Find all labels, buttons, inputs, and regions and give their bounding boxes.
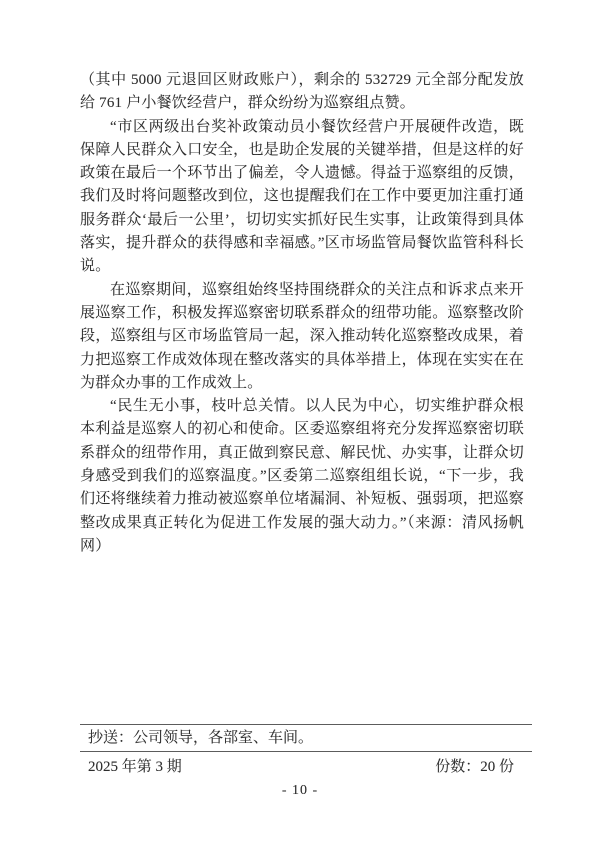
footer-divider-bottom bbox=[80, 751, 532, 752]
copies-info: 份数：20 份 bbox=[435, 759, 514, 775]
issue-row bbox=[80, 757, 532, 777]
page-number: - 10 - bbox=[281, 783, 319, 798]
body-paragraph-1: （其中 5000 元退回区财政账户），剩余的 532729 元全部分配发放给 761 户小餐饮经营户，群众纷纷为巡察组点赞。 bbox=[80, 72, 524, 112]
body-paragraph-4: “民生无小事，枝叶总关情。以人民为中心，切实维护群众根本利益是巡察人的初心和使命。区委巡察组将充分发挥巡察密切联系群众的纽带作用，真正做到察民意、解民忧、办实事，让群众切身感受到我们的巡察温度。”区委第二巡察组组长说，“下一步，我们还将继续着力推动被巡察单位堵漏洞、补短板、强弱项，把巡察整改成果真正转化为促进工作发展的强大动力。”（来源：清风扬帆网） bbox=[80, 398, 524, 554]
footer-divider-top bbox=[80, 724, 532, 725]
issue-info: 2025 年第 3 期 bbox=[88, 759, 182, 775]
cc-line: 抄送：公司领导，各部室、车间。 bbox=[88, 730, 314, 746]
body-paragraph-3: 在巡察期间，巡察组始终坚持围绕群众的关注点和诉求点来开展巡察工作，积极发挥巡察密切联系群众的纽带功能。巡察整改阶段，巡察组与区市场监管局一起，深入推动转化巡察整改成果，着力把巡察工作成效体现在整改落实的具体举措上，体现在实实在在为群众办事的工作成效上。 bbox=[80, 281, 524, 391]
body-paragraph-2: “市区两级出台奖补政策动员小餐饮经营户开展硬件改造，既保障人民群众入口安全，也是助企发展的关键举措，但是这样的好政策在最后一个环节出了偏差，令人遗憾。得益于巡察组的反馈，我们及时将问题整改到位，这也提醒我们在工作中要更加注重打通服务群众‘最后一公里’，切切实实抓好民生实事，让政策得到具体落实，提升群众的获得感和幸福感。”区市场监管局餐饮监管科科长说。 bbox=[80, 118, 524, 275]
document-body bbox=[80, 69, 524, 558]
